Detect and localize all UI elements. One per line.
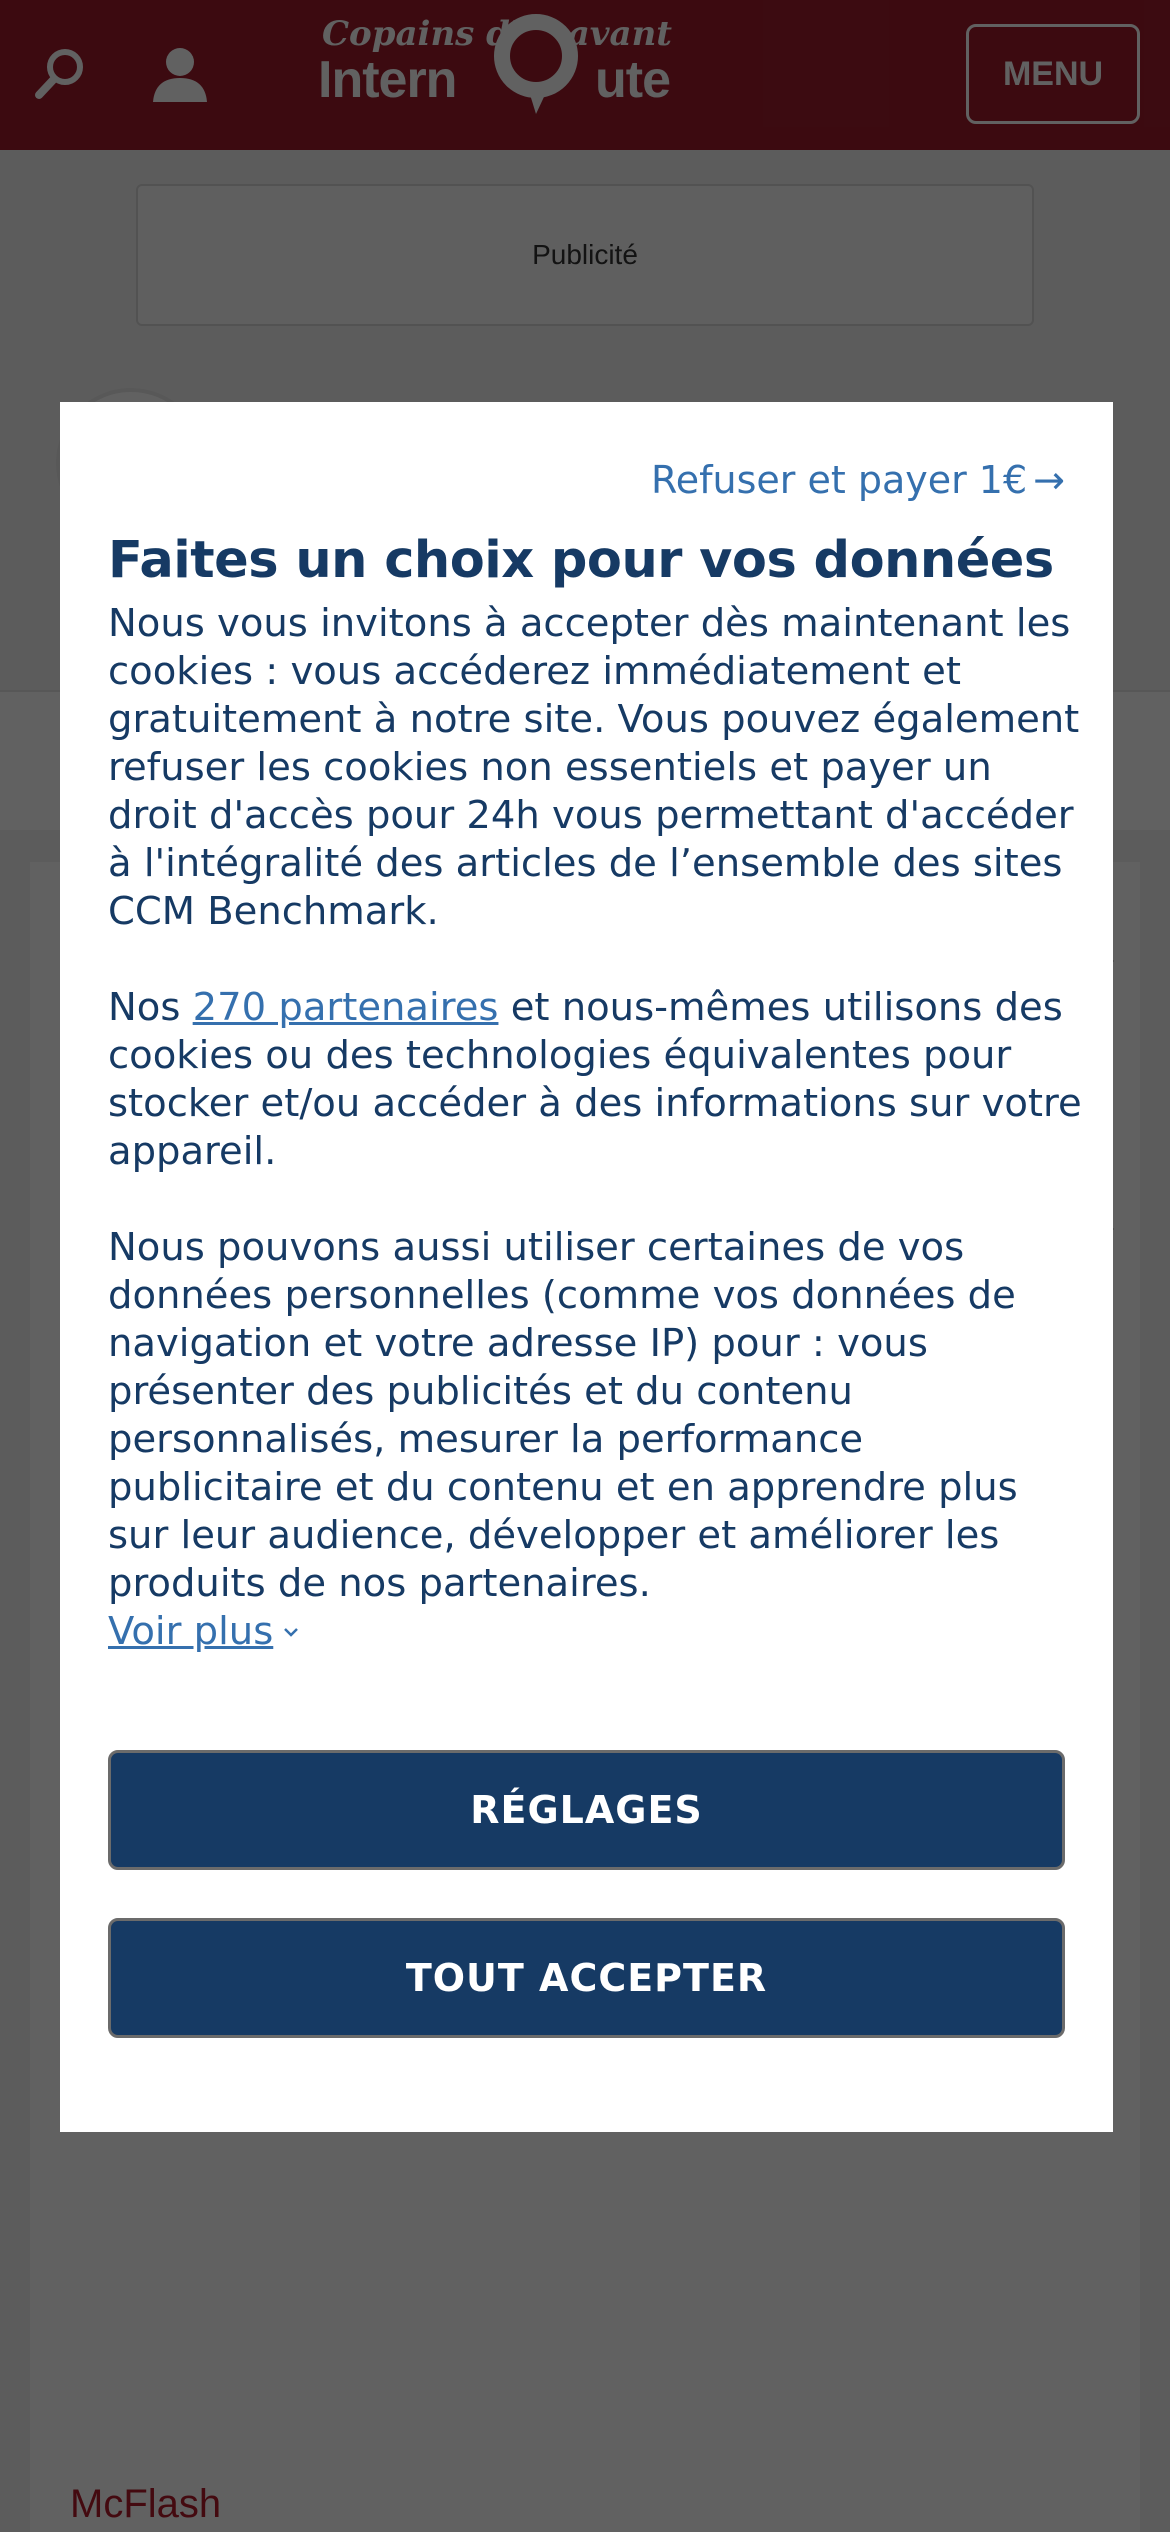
dialog-body bbox=[108, 600, 1083, 1656]
refuse-and-pay-link[interactable] bbox=[651, 458, 1065, 502]
partners-paragraph: Nos 270 partenaires et nous-mêmes utilisons des cookies ou des technologies équivalentes pour stocker et/ou accéder à des informations sur votre appareil. bbox=[108, 985, 1082, 1174]
data-usage-paragraph: Nous pouvons aussi utiliser certaines de vos données personnelles (comme vos données de navigation et votre adresse IP) pour : vous présenter des publicités et du contenu personnalisés, mesurer la performance publicitaire et du contenu et en apprendre plus sur leur audience, développer et améliorer les produits de nos partenaires. bbox=[108, 1225, 1018, 1606]
partners-link[interactable]: 270 partenaires bbox=[192, 985, 499, 1030]
see-more-link[interactable]: Voir plus bbox=[108, 1608, 301, 1656]
intro-paragraph: Nous vous invitons à accepter dès maintenant les cookies : vous accéderez immédiatement et gratuitement à notre site. Vous pouvez également refuser les cookies non essentiels et payer un droit d'accès pour 24h vous permettant d'accéder à l'intégralité des articles de l’ensemble des sites CCM Benchmark. bbox=[108, 601, 1080, 934]
arrow-right-icon: → bbox=[1033, 458, 1065, 502]
settings-button[interactable]: RÉGLAGES bbox=[108, 1750, 1065, 1870]
chevron-down-icon bbox=[281, 1625, 301, 1639]
dialog-title: Faites un choix pour vos données bbox=[108, 531, 1054, 590]
cookie-consent-dialog bbox=[60, 402, 1113, 2132]
accept-all-button[interactable]: TOUT ACCEPTER bbox=[108, 1918, 1065, 2038]
refuse-label: Refuser et payer 1€ bbox=[651, 458, 1028, 502]
